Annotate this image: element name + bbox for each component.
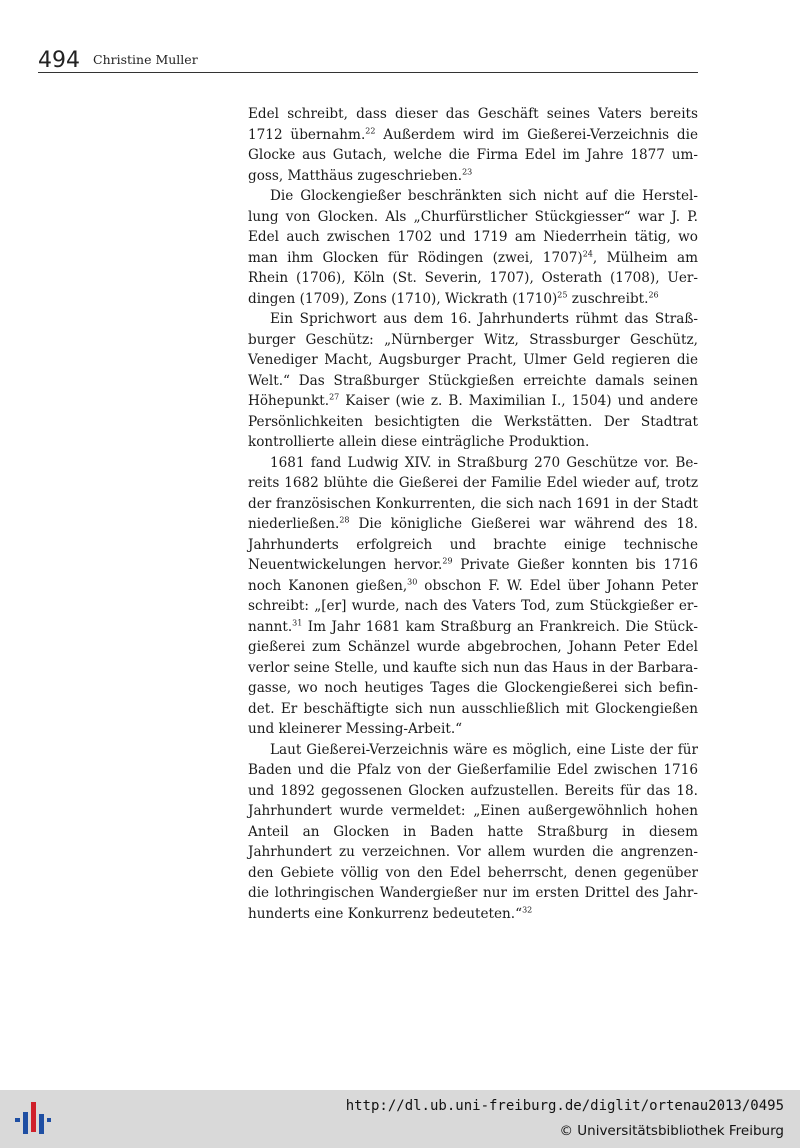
footnote-marker: 27	[329, 392, 340, 402]
body-paragraph	[248, 309, 698, 453]
body-paragraph	[248, 104, 698, 186]
footnote-marker: 31	[292, 617, 303, 627]
text-run: obschon F. W. Edel über Johann Peter schreibt: „[er] wurde, nach des Vaters Tod, zum Stückgießer ernannt.	[248, 577, 699, 635]
page-header	[38, 48, 698, 73]
text-run: Edel schreibt, dass dieser das Geschäft seines Vaters bereits 1712 übernahm.	[248, 106, 698, 143]
text-run: Laut Gießerei-Verzeichnis wäre es möglich, eine Liste der für Baden und die Pfalz von der Gießerfamilie Edel zwischen 1716 und 1892 gegossenen Glocken aufzustellen. Bereits für das 18. Jahrhundert wurde vermeldet: „Einen außergewöhnlich hohen Anteil an Glocken in Baden hatte Straßburg in diesem Jahrhundert zu verzeichnen. Vor allem wurden die angrenzenden Gebiete völlig von den Edel beherrscht, denen gegenüber die lothringischen Wandergießer nur im ersten Drittel des Jahrhunderts eine Konkurrenz bedeuteten.“	[248, 741, 698, 922]
text-run: Kaiser (wie z. B. Maximilian I., 1504) und andere Persönlichkeiten besichtigten die Werkstätten. Der Stadtrat kontrollierte allein diese einträgliche Produktion.	[248, 393, 698, 450]
text-run: Ein Sprichwort aus dem 16. Jahrhunderts rühmt das Straßburger Geschütz: „Nürnberger Witz, Strassburger Geschütz, Venediger Macht, Augsburger Pracht, Ulmer Geld regieren die Welt.“ Das Straßburger Stückgießen erreichte damals seinen Höhepunkt.	[248, 311, 698, 409]
text-run: Die Glockengießer beschränkten sich nicht auf die Herstellung von Glocken. Als „Churfürstlicher Stückgiesser“ war J. P. Edel auch zwischen 1702 und 1719 am Niederrhein tätig, wo man ihm Glocken für Rödingen (zwei, 1707)	[248, 188, 698, 266]
body-paragraph	[248, 453, 698, 740]
ub-freiburg-logo-icon	[12, 1100, 52, 1140]
footnote-marker: 28	[339, 515, 350, 525]
footnote-marker: 30	[407, 576, 418, 586]
footnote-marker: 32	[522, 904, 533, 914]
footnote-marker: 24	[582, 248, 593, 258]
footnote-marker: 29	[442, 556, 453, 566]
footer-bar	[0, 1090, 800, 1148]
page-number: 494	[38, 48, 80, 73]
footer-copyright: © Universitätsbibliothek Freiburg	[559, 1123, 784, 1139]
text-run: Im Jahr 1681 kam Straßburg an Frankreich. Die Stückgießerei zum Schänzel wurde abgebrochen, Johann Peter Edel verlor seine Stelle, und kaufte sich nun das Haus in der Barbaragasse, wo noch heutiges Tages die Glockengießerei sich befindet. Er beschäftigte sich nun ausschließlich mit Glockengießen und kleinerer Messing-Arbeit.“	[248, 618, 698, 737]
text-run: , Mülheim am Rhein (1706), Köln (St. Severin, 1707), Osterath (1708), Uerdingen (1709), Zons (1710), Wickrath (1710)	[248, 249, 698, 307]
text-run: Private Gießer konnten bis 1716 noch Kanonen gießen,	[248, 557, 698, 594]
text-run: Außerdem wird im Gießerei-Verzeichnis die Glocke aus Gutach, welche die Firma Edel im Jahre 1877 umgoss, Matthäus zugeschrieben.	[248, 126, 698, 184]
running-head: Christine Muller	[93, 52, 198, 67]
footnote-marker: 25	[557, 289, 568, 299]
footnote-marker: 23	[462, 166, 473, 176]
footer-url-link[interactable]: http://dl.ub.uni-freiburg.de/diglit/ortenau2013/0495	[345, 1098, 784, 1114]
main-text-column	[248, 104, 698, 924]
footnote-marker: 26	[648, 289, 659, 299]
text-run: 1681 fand Ludwig XIV. in Straßburg 270 Geschütze vor. Bereits 1682 blühte die Gießerei der Familie Edel wieder auf, trotz der französischen Konkurrenten, die sich nach 1691 in der Stadt niederließen.	[248, 454, 698, 532]
body-paragraph	[248, 740, 698, 925]
body-paragraph	[248, 186, 698, 309]
footnote-marker: 22	[365, 125, 376, 135]
text-run: zuschreibt.	[567, 290, 649, 307]
text-run: Die königliche Gießerei war während des 18. Jahrhunderts erfolgreich und brachte einige technische Neuentwickelungen hervor.	[248, 516, 698, 573]
